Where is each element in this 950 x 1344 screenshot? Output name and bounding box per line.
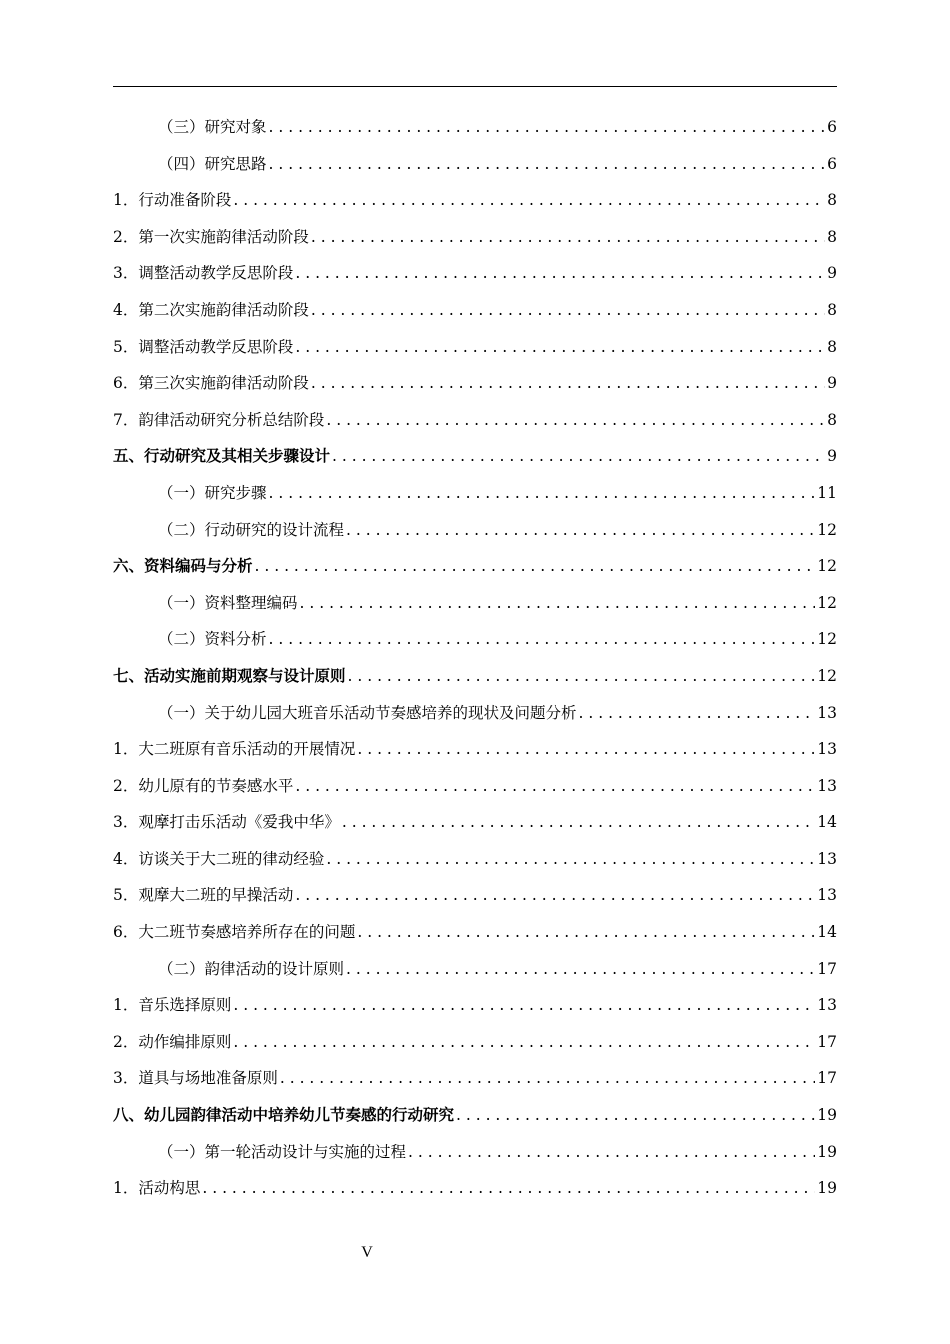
toc-dot-leader	[311, 292, 825, 329]
toc-entry-title: 2．动作编排原则	[113, 1032, 232, 1051]
toc-entry[interactable]	[113, 219, 837, 256]
toc-entry[interactable]	[113, 695, 837, 732]
toc-entry-title: （一）研究步骤	[158, 483, 267, 502]
toc-entry[interactable]	[113, 402, 837, 439]
toc-entry-page: 14	[817, 923, 837, 942]
toc-entry-title: 3．调整活动教学反思阶段	[113, 264, 294, 283]
toc-entry-page: 19	[817, 1179, 837, 1198]
toc-entry-title: （二）韵律活动的设计原则	[158, 959, 345, 978]
toc-entry-title: 七、活动实施前期观察与设计原则	[113, 665, 346, 685]
toc-dot-leader	[326, 841, 815, 878]
toc-entry-page: 12	[817, 520, 837, 539]
toc-entry[interactable]	[113, 475, 837, 512]
toc-entry-title: （二）资料分析	[158, 630, 267, 649]
toc-entry[interactable]	[113, 585, 837, 622]
toc-entry-page: 9	[827, 374, 837, 393]
toc-entry[interactable]	[113, 951, 837, 988]
toc-entry-page: 13	[817, 776, 837, 795]
toc-entry[interactable]	[113, 146, 837, 183]
toc-entry-page: 13	[817, 886, 837, 905]
page-number: V	[361, 1244, 373, 1261]
toc-entry-page: 8	[827, 300, 837, 319]
toc-entry-title: 6．第三次实施韵律活动阶段	[113, 374, 309, 393]
toc-entry[interactable]	[113, 914, 837, 951]
toc-entry[interactable]	[113, 804, 837, 841]
toc-dot-leader	[332, 438, 825, 475]
toc-entry-title: 八、幼儿园韵律活动中培养幼儿节奏感的行动研究	[113, 1105, 455, 1125]
toc-entry-page: 13	[817, 849, 837, 868]
toc-entry-page: 6	[827, 154, 837, 173]
toc-dot-leader	[357, 914, 815, 951]
toc-entry[interactable]	[113, 1097, 837, 1134]
toc-entry-title: 1．大二班原有音乐活动的开展情况	[113, 740, 356, 759]
toc-entry[interactable]	[113, 548, 837, 585]
toc-entry-page: 19	[817, 1142, 837, 1161]
toc-dot-leader	[408, 1134, 815, 1171]
toc-entry-page: 9	[827, 447, 837, 466]
toc-entry-page: 8	[827, 337, 837, 356]
toc-dot-leader	[295, 877, 815, 914]
toc-entry[interactable]	[113, 658, 837, 695]
toc-entry-title: （二）行动研究的设计流程	[158, 520, 345, 539]
toc-entry-title: 5．调整活动教学反思阶段	[113, 337, 294, 356]
toc-entry-title: （四）研究思路	[158, 154, 267, 173]
toc-dot-leader	[357, 731, 815, 768]
toc-dot-leader	[579, 695, 816, 732]
toc-entry[interactable]	[113, 109, 837, 146]
toc-entry-page: 8	[827, 410, 837, 429]
toc-entry-title: 1．行动准备阶段	[113, 191, 232, 210]
toc-entry-title: 六、资料编码与分析	[113, 556, 253, 576]
toc-entry-title: （一）资料整理编码	[158, 593, 298, 612]
toc-entry-title: 3．道具与场地准备原则	[113, 1069, 278, 1088]
toc-entry-page: 6	[827, 118, 837, 136]
toc-entry-title: 3．观摩打击乐活动《爱我中华》	[113, 813, 340, 832]
toc-entry-page: 12	[817, 593, 837, 612]
toc-entry-title: （三）研究对象	[158, 118, 267, 136]
toc-entry[interactable]	[113, 1170, 837, 1207]
toc-dot-leader	[326, 402, 825, 439]
toc-entry-page: 8	[827, 191, 837, 210]
toc-entry-title: （一）关于幼儿园大班音乐活动节奏感培养的现状及问题分析	[158, 703, 577, 722]
toc-entry[interactable]	[113, 621, 837, 658]
toc-entry-title: 5．观摩大二班的早操活动	[113, 886, 294, 905]
toc-entry-page: 9	[827, 264, 837, 283]
toc-entry[interactable]	[113, 365, 837, 402]
toc-entry[interactable]	[113, 987, 837, 1024]
toc-dot-leader	[295, 768, 815, 805]
toc-dot-leader	[269, 621, 816, 658]
toc-entry[interactable]	[113, 438, 837, 475]
toc-dot-leader	[311, 365, 825, 402]
toc-entry-title: 1．音乐选择原则	[113, 996, 232, 1015]
toc-entry-title: 2．第一次实施韵律活动阶段	[113, 227, 309, 246]
toc-entry-page: 17	[817, 959, 837, 978]
toc-entry[interactable]	[113, 768, 837, 805]
header-rule	[113, 86, 837, 87]
toc-entry-title: 1．活动构思	[113, 1179, 201, 1198]
toc-dot-leader	[233, 1024, 815, 1061]
toc-dot-leader	[255, 548, 816, 585]
toc-entry[interactable]	[113, 1134, 837, 1171]
toc-entry-title: 2．幼儿原有的节奏感水平	[113, 776, 294, 795]
table-of-contents	[113, 109, 837, 1207]
toc-entry[interactable]	[113, 841, 837, 878]
toc-entry-page: 17	[817, 1032, 837, 1051]
toc-entry-page: 13	[817, 996, 837, 1015]
toc-dot-leader	[295, 255, 825, 292]
toc-entry-page: 11	[817, 483, 837, 502]
toc-dot-leader	[269, 109, 826, 146]
toc-entry[interactable]	[113, 731, 837, 768]
toc-entry-title: 4．访谈关于大二班的律动经验	[113, 849, 325, 868]
toc-entry-title: （一）第一轮活动设计与实施的过程	[158, 1142, 407, 1161]
toc-entry[interactable]	[113, 877, 837, 914]
toc-entry-page: 17	[817, 1069, 837, 1088]
toc-entry[interactable]	[113, 329, 837, 366]
toc-dot-leader	[346, 512, 815, 549]
toc-entry[interactable]	[113, 182, 837, 219]
toc-entry-title: 7．韵律活动研究分析总结阶段	[113, 410, 325, 429]
toc-dot-leader	[295, 329, 825, 366]
toc-entry-title: 4．第二次实施韵律活动阶段	[113, 300, 309, 319]
toc-entry-page: 12	[817, 630, 837, 649]
toc-entry-page: 14	[817, 813, 837, 832]
toc-entry-page: 8	[827, 227, 837, 246]
toc-dot-leader	[280, 1060, 815, 1097]
toc-dot-leader	[269, 475, 816, 512]
toc-entry-title: 五、行动研究及其相关步骤设计	[113, 446, 331, 466]
toc-entry[interactable]	[113, 292, 837, 329]
toc-dot-leader	[311, 219, 825, 256]
toc-dot-leader	[346, 951, 815, 988]
toc-dot-leader	[233, 987, 815, 1024]
toc-entry-page: 13	[817, 703, 837, 722]
toc-entry-title: 6．大二班节奏感培养所存在的问题	[113, 923, 356, 942]
toc-dot-leader	[202, 1170, 815, 1207]
toc-entry-page: 12	[817, 557, 837, 576]
toc-entry-page: 13	[817, 740, 837, 759]
toc-entry[interactable]	[113, 1024, 837, 1061]
toc-entry[interactable]	[113, 512, 837, 549]
toc-entry[interactable]	[113, 1060, 837, 1097]
toc-entry-page: 12	[817, 666, 837, 685]
toc-dot-leader	[456, 1097, 815, 1134]
toc-entry[interactable]	[113, 255, 837, 292]
toc-entry-page: 19	[817, 1106, 837, 1125]
toc-dot-leader	[348, 658, 816, 695]
toc-dot-leader	[233, 182, 825, 219]
toc-dot-leader	[269, 146, 826, 183]
toc-dot-leader	[300, 585, 816, 622]
toc-dot-leader	[342, 804, 815, 841]
